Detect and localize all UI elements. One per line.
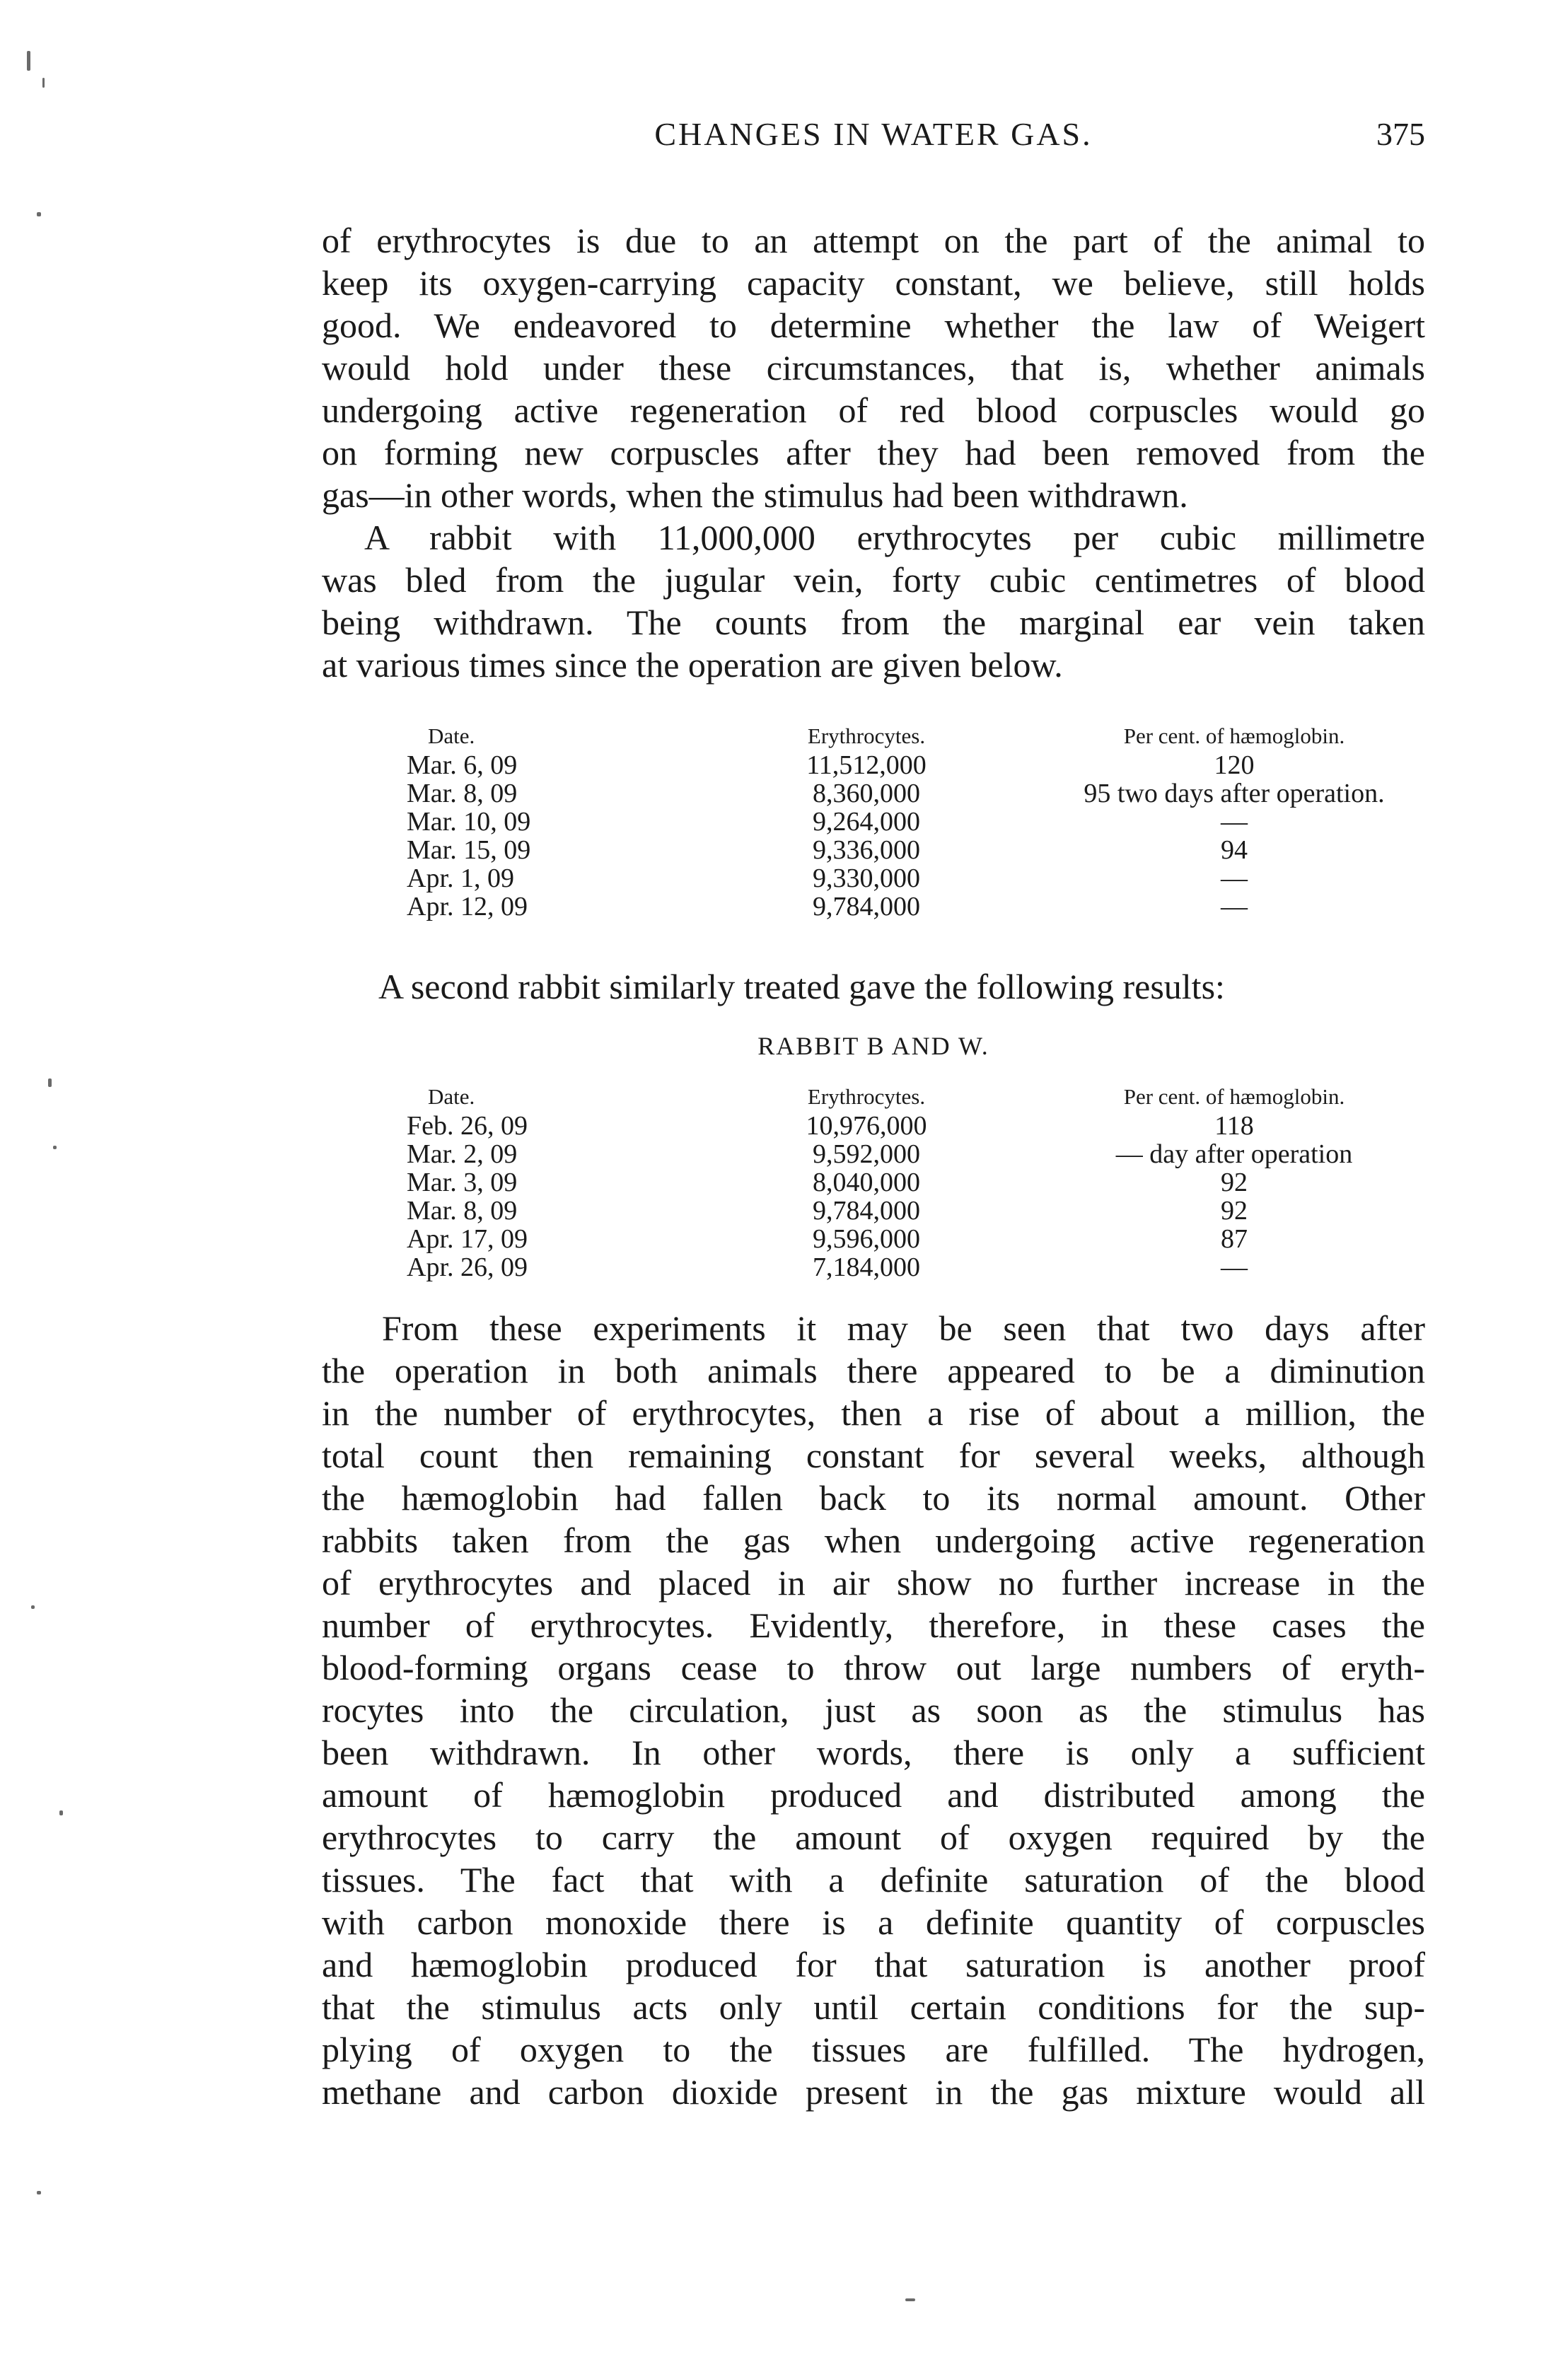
cell-erythrocytes: 9,592,000 <box>813 1139 920 1169</box>
page-number: 375 <box>1376 116 1425 152</box>
cell-erythrocytes: 9,330,000 <box>813 864 920 893</box>
scan-speck <box>42 78 45 88</box>
scan-speck <box>37 2191 41 2194</box>
text-line: the hæmoglobin had fallen back to its normal amount. Other <box>322 1478 1425 1518</box>
running-title: CHANGES IN WATER GAS. <box>654 116 1093 152</box>
table-row <box>322 808 1425 836</box>
text-line: on forming new corpuscles after they had been removed from the <box>322 433 1425 472</box>
table-row <box>322 751 1425 779</box>
text-line: been withdrawn. In other words, there is only a sufficient <box>322 1733 1425 1772</box>
table-row <box>322 864 1425 892</box>
cell-date: Apr. 17, 09 <box>407 1224 528 1254</box>
table-row <box>322 1168 1425 1197</box>
text-line: with carbon monoxide there is a definite quantity of corpuscles <box>322 1902 1425 1942</box>
text-line: was bled from the jugular vein, forty cubic centimetres of blood <box>322 560 1425 600</box>
cell-erythrocytes: 9,596,000 <box>813 1224 920 1254</box>
cell-hemoglobin: 118 <box>1214 1111 1254 1141</box>
text-line: A rabbit with 11,000,000 erythrocytes per cubic millimetre <box>364 518 1425 557</box>
cell-hemoglobin: — <box>1221 864 1248 893</box>
table-header-row <box>322 1082 1425 1112</box>
col-header-hemoglobin: Per cent. of hæmoglobin. <box>1123 1084 1345 1109</box>
paragraph-rabbit-b-intro <box>322 965 1425 1008</box>
cell-date: Apr. 12, 09 <box>407 892 528 921</box>
scan-speck <box>37 212 41 216</box>
scan-speck <box>59 1810 63 1815</box>
text-line: number of erythrocytes. Evidently, therefore, in these cases the <box>322 1605 1425 1645</box>
scan-speck <box>31 1605 35 1609</box>
col-header-hemoglobin: Per cent. of hæmoglobin. <box>1123 723 1345 748</box>
cell-hemoglobin: 95 two days after operation. <box>1084 779 1385 808</box>
paragraph-continuation <box>322 219 1425 516</box>
cell-erythrocytes: 10,976,000 <box>806 1111 927 1141</box>
table-caption: RABBIT B AND W. <box>757 1032 989 1060</box>
text-line: blood-forming organs cease to throw out large numbers of eryth- <box>322 1648 1425 1687</box>
text-line: would hold under these circumstances, that is, whether animals <box>322 348 1425 388</box>
text-line: that the stimulus acts only until certain conditions for the sup- <box>322 1987 1425 2027</box>
scan-speck <box>27 51 30 71</box>
text-line: erythrocytes to carry the amount of oxygen required by the <box>322 1818 1425 1857</box>
cell-hemoglobin: — day after operation <box>1115 1139 1353 1169</box>
cell-erythrocytes: 9,264,000 <box>813 807 920 837</box>
text-line: of erythrocytes and placed in air show no further increase in the <box>322 1563 1425 1603</box>
cell-date: Apr. 26, 09 <box>407 1252 528 1282</box>
text-line: and hæmoglobin produced for that saturation is another proof <box>322 1945 1425 1984</box>
text-line: total count then remaining constant for several weeks, although <box>322 1436 1425 1475</box>
text-line: good. We endeavored to determine whether the law of Weigert <box>322 306 1425 345</box>
text-line: in the number of erythrocytes, then a rise of about a million, the <box>322 1393 1425 1433</box>
cell-hemoglobin: — <box>1221 807 1248 837</box>
cell-erythrocytes: 9,784,000 <box>813 1196 920 1226</box>
cell-erythrocytes: 9,336,000 <box>813 835 920 865</box>
cell-date: Feb. 26, 09 <box>407 1111 528 1141</box>
table-row <box>322 1197 1425 1225</box>
text-line: From these experiments it may be seen that two days after <box>382 1308 1425 1348</box>
paragraph-conclusions <box>322 1307 1425 2113</box>
table-row <box>322 1140 1425 1168</box>
cell-date: Apr. 1, 09 <box>407 864 514 893</box>
cell-date: Mar. 8, 09 <box>407 779 518 808</box>
text-line: methane and carbon dioxide present in the gas mixture would all <box>322 2072 1425 2112</box>
col-header-erythrocytes: Erythrocytes. <box>807 723 926 748</box>
text-line: at various times since the operation are given below. <box>322 645 1063 685</box>
cell-hemoglobin: 120 <box>1214 750 1255 780</box>
cell-hemoglobin: — <box>1221 1252 1248 1282</box>
scan-speck <box>905 2298 915 2301</box>
col-header-date: Date. <box>428 723 475 748</box>
table-header-row <box>322 721 1425 751</box>
table-row <box>322 1225 1425 1253</box>
text-line: rocytes into the circulation, just as soon as the stimulus has <box>322 1690 1425 1730</box>
text-line: tissues. The fact that with a definite saturation of the blood <box>322 1860 1425 1900</box>
cell-hemoglobin: 87 <box>1221 1224 1248 1254</box>
cell-erythrocytes: 11,512,000 <box>806 750 927 780</box>
text-line: keep its oxygen-carrying capacity constant, we believe, still holds <box>322 263 1425 303</box>
table-row <box>322 1112 1425 1140</box>
cell-hemoglobin: 92 <box>1221 1196 1248 1226</box>
text-line: rabbits taken from the gas when undergoing active regeneration <box>322 1520 1425 1560</box>
text-line: being withdrawn. The counts from the marginal ear vein taken <box>322 603 1425 642</box>
running-head <box>322 115 1425 165</box>
text-line: A second rabbit similarly treated gave the following results: <box>378 967 1225 1006</box>
cell-date: Mar. 2, 09 <box>407 1139 518 1169</box>
table-rabbit-a <box>322 721 1425 921</box>
scan-speck <box>48 1078 52 1087</box>
table-row <box>322 836 1425 864</box>
cell-date: Mar. 6, 09 <box>407 750 518 780</box>
cell-date: Mar. 8, 09 <box>407 1196 518 1226</box>
text-line: gas—in other words, when the stimulus had been withdrawn. <box>322 475 1188 515</box>
cell-erythrocytes: 7,184,000 <box>813 1252 920 1282</box>
text-line: plying of oxygen to the tissues are fulfilled. The hydrogen, <box>322 2030 1425 2069</box>
table-row <box>322 1253 1425 1281</box>
scan-speck <box>53 1146 57 1149</box>
cell-hemoglobin: 94 <box>1221 835 1248 865</box>
cell-erythrocytes: 8,360,000 <box>813 779 920 808</box>
text-line: amount of hæmoglobin produced and distributed among the <box>322 1775 1425 1815</box>
paragraph-rabbit-a <box>322 516 1425 686</box>
cell-erythrocytes: 8,040,000 <box>813 1168 920 1197</box>
cell-date: Mar. 10, 09 <box>407 807 531 837</box>
table-row <box>322 892 1425 921</box>
cell-hemoglobin: 92 <box>1221 1168 1248 1197</box>
cell-erythrocytes: 9,784,000 <box>813 892 920 921</box>
table-row <box>322 779 1425 808</box>
text-line: undergoing active regeneration of red blood corpuscles would go <box>322 390 1425 430</box>
cell-date: Mar. 15, 09 <box>407 835 531 865</box>
table-rabbit-b <box>322 1082 1425 1281</box>
cell-date: Mar. 3, 09 <box>407 1168 518 1197</box>
col-header-date: Date. <box>428 1084 475 1109</box>
cell-hemoglobin: — <box>1221 892 1248 921</box>
col-header-erythrocytes: Erythrocytes. <box>807 1084 926 1109</box>
text-line: of erythrocytes is due to an attempt on the part of the animal to <box>322 221 1425 260</box>
text-line: the operation in both animals there appeared to be a diminution <box>322 1351 1425 1390</box>
